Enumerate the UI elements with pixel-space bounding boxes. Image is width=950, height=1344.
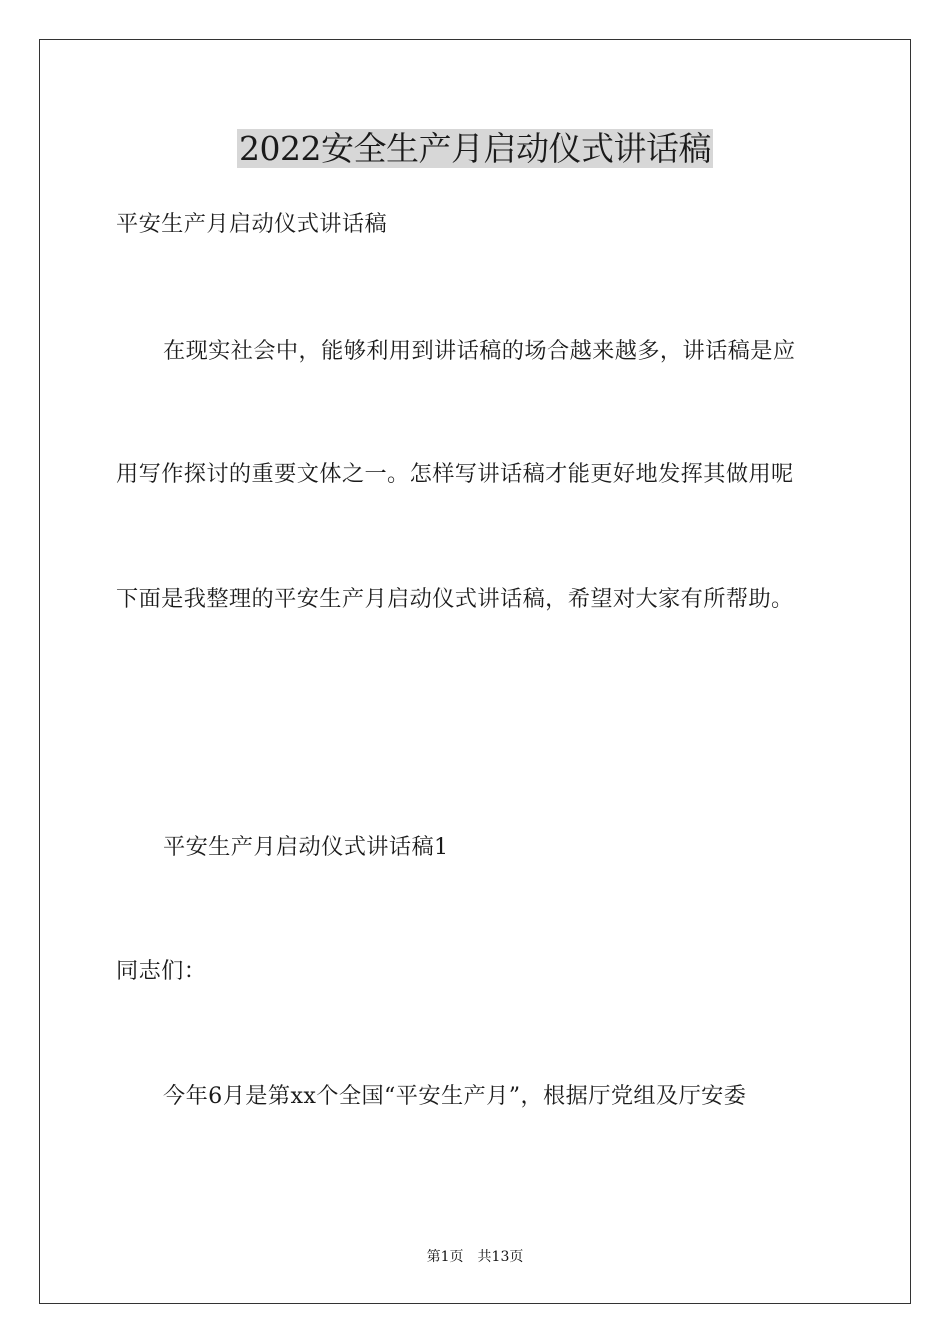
paragraph-line: 在现实社会中，能够利用到讲话稿的场合越来越多，讲话稿是应 (163, 338, 796, 364)
paragraph-line: 今年6月是第xx个全国“平安生产月”，根据厅党组及厅安委 (163, 1083, 747, 1109)
paragraph-line: 下面是我整理的平安生产月启动仪式讲话稿，希望对大家有所帮助。 (116, 586, 794, 612)
page-number: 第1页 (426, 1249, 464, 1265)
paragraph-line: 用写作探讨的重要文体之一。怎样写讲话稿才能更好地发挥其做用呢 (116, 461, 794, 487)
section-heading: 平安生产月启动仪式讲话稿1 (163, 834, 449, 860)
document-title-text: 2022安全生产月启动仪式讲话稿 (239, 129, 711, 168)
page-footer (0, 1247, 950, 1267)
page-total: 共13页 (477, 1249, 524, 1265)
subtitle-line: 平安生产月启动仪式讲话稿 (116, 211, 388, 237)
document-title (0, 126, 950, 172)
salutation-line: 同志们： (116, 958, 207, 984)
